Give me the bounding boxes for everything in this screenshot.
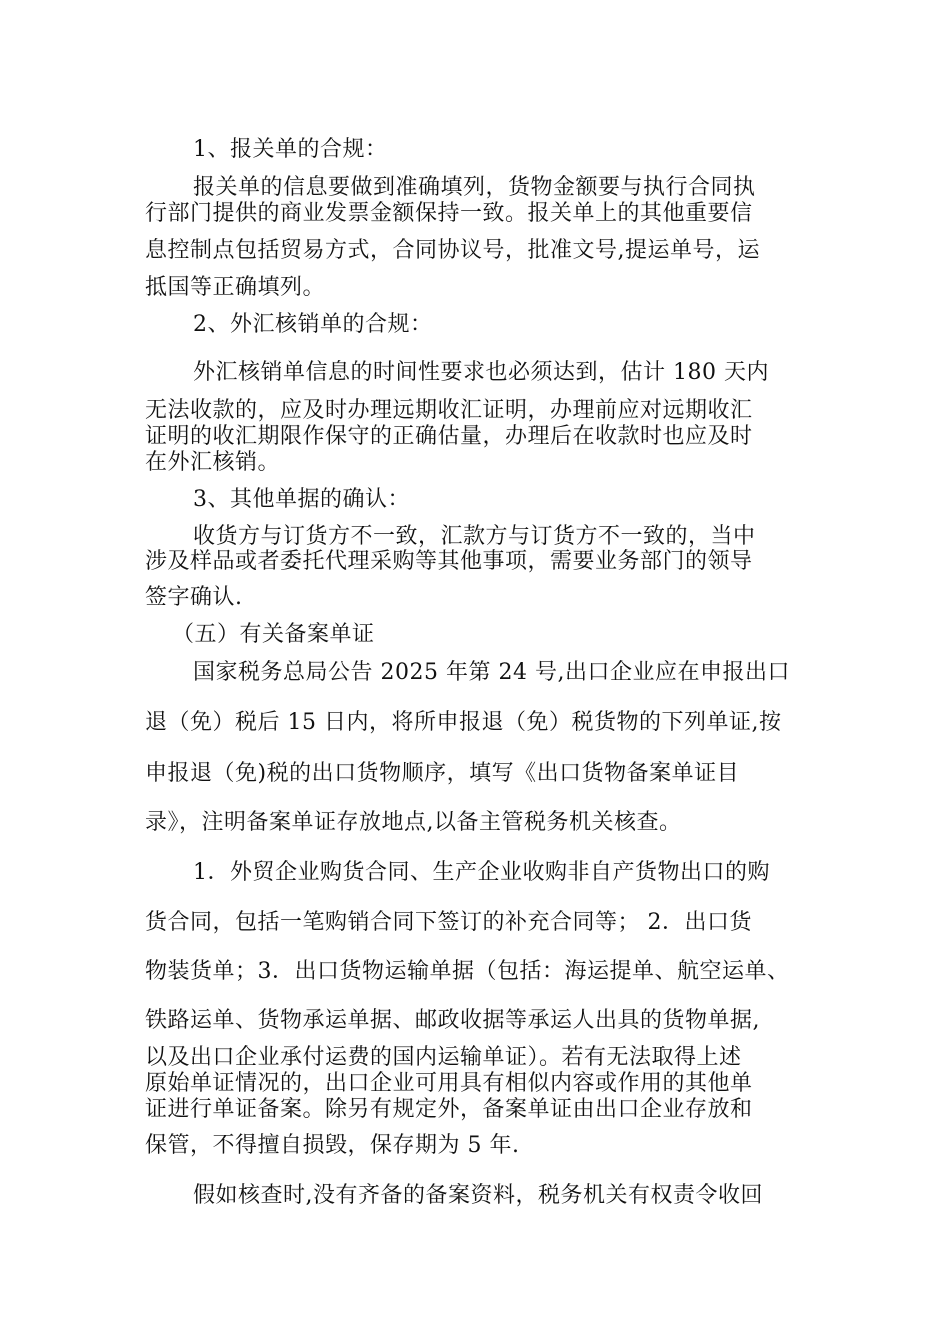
paragraph-line: 外汇核销单信息的时间性要求也必须达到，估计 180 天内	[193, 360, 769, 385]
paragraph-line: 保管，不得擅自损毁，保存期为 5 年.	[145, 1133, 520, 1158]
heading-forex-verification: 2、外汇核销单的合规：	[193, 312, 433, 337]
paragraph-line: 抵国等正确填列。	[145, 275, 326, 300]
paragraph-line: 在外汇核销。	[145, 450, 281, 475]
paragraph-line: 无法收款的，应及时办理远期收汇证明，办理前应对远期收汇	[145, 398, 753, 423]
paragraph-line: 1．外贸企业购货合同、生产企业收购非自产货物出口的购	[193, 860, 770, 885]
paragraph-line: 证进行单证备案。除另有规定外，备案单证由出口企业存放和	[145, 1097, 753, 1122]
paragraph-line: 签字确认.	[145, 585, 243, 610]
paragraph-line: 货合同，包括一笔购销合同下签订的补充合同等； 2．出口货	[145, 910, 752, 935]
section-heading-filing-documents: （五）有关备案单证	[172, 622, 375, 647]
paragraph-line: 以及出口企业承付运费的国内运输单证）。若有无法取得上述	[145, 1045, 742, 1070]
paragraph-line: 行部门提供的商业发票金额保持一致。报关单上的其他重要信	[145, 201, 753, 226]
paragraph-line: 录》，注明备案单证存放地点,以备主管税务机关核查。	[145, 810, 682, 835]
paragraph-line: 涉及样品或者委托代理采购等其他事项，需要业务部门的领导	[145, 549, 753, 574]
paragraph-line: 原始单证情况的，出口企业可用具有相似内容或作用的其他单	[145, 1071, 753, 1096]
paragraph-line: 证明的收汇期限作保守的正确估量，办理后在收款时也应及时	[145, 424, 753, 449]
paragraph-line: 物装货单；3．出口货物运输单据（包括：海运提单、航空运单、	[145, 959, 790, 984]
paragraph-line: 报关单的信息要做到准确填列，货物金额要与执行合同执	[193, 175, 756, 200]
paragraph-line: 假如核查时,没有齐备的备案资料，税务机关有权责令收回	[193, 1183, 763, 1208]
paragraph-line: 申报退（免)税的出口货物顺序，填写《出口货物备案单证目	[145, 761, 740, 786]
paragraph-line: 国家税务总局公告 2025 年第 24 号,出口企业应在申报出口	[193, 660, 790, 685]
heading-customs-declaration: 1、报关单的合规：	[193, 137, 388, 162]
paragraph-line: 收货方与订货方不一致，汇款方与订货方不一致的，当中	[193, 524, 756, 549]
heading-other-documents: 3、其他单据的确认：	[193, 487, 410, 512]
paragraph-line: 铁路运单、货物承运单据、邮政收据等承运人出具的货物单据,	[145, 1008, 760, 1033]
paragraph-line: 退（免）税后 15 日内，将所申报退（免）税货物的下列单证,按	[145, 710, 782, 735]
paragraph-line: 息控制点包括贸易方式，合同协议号，批准文号,提运单号，运	[145, 238, 760, 263]
